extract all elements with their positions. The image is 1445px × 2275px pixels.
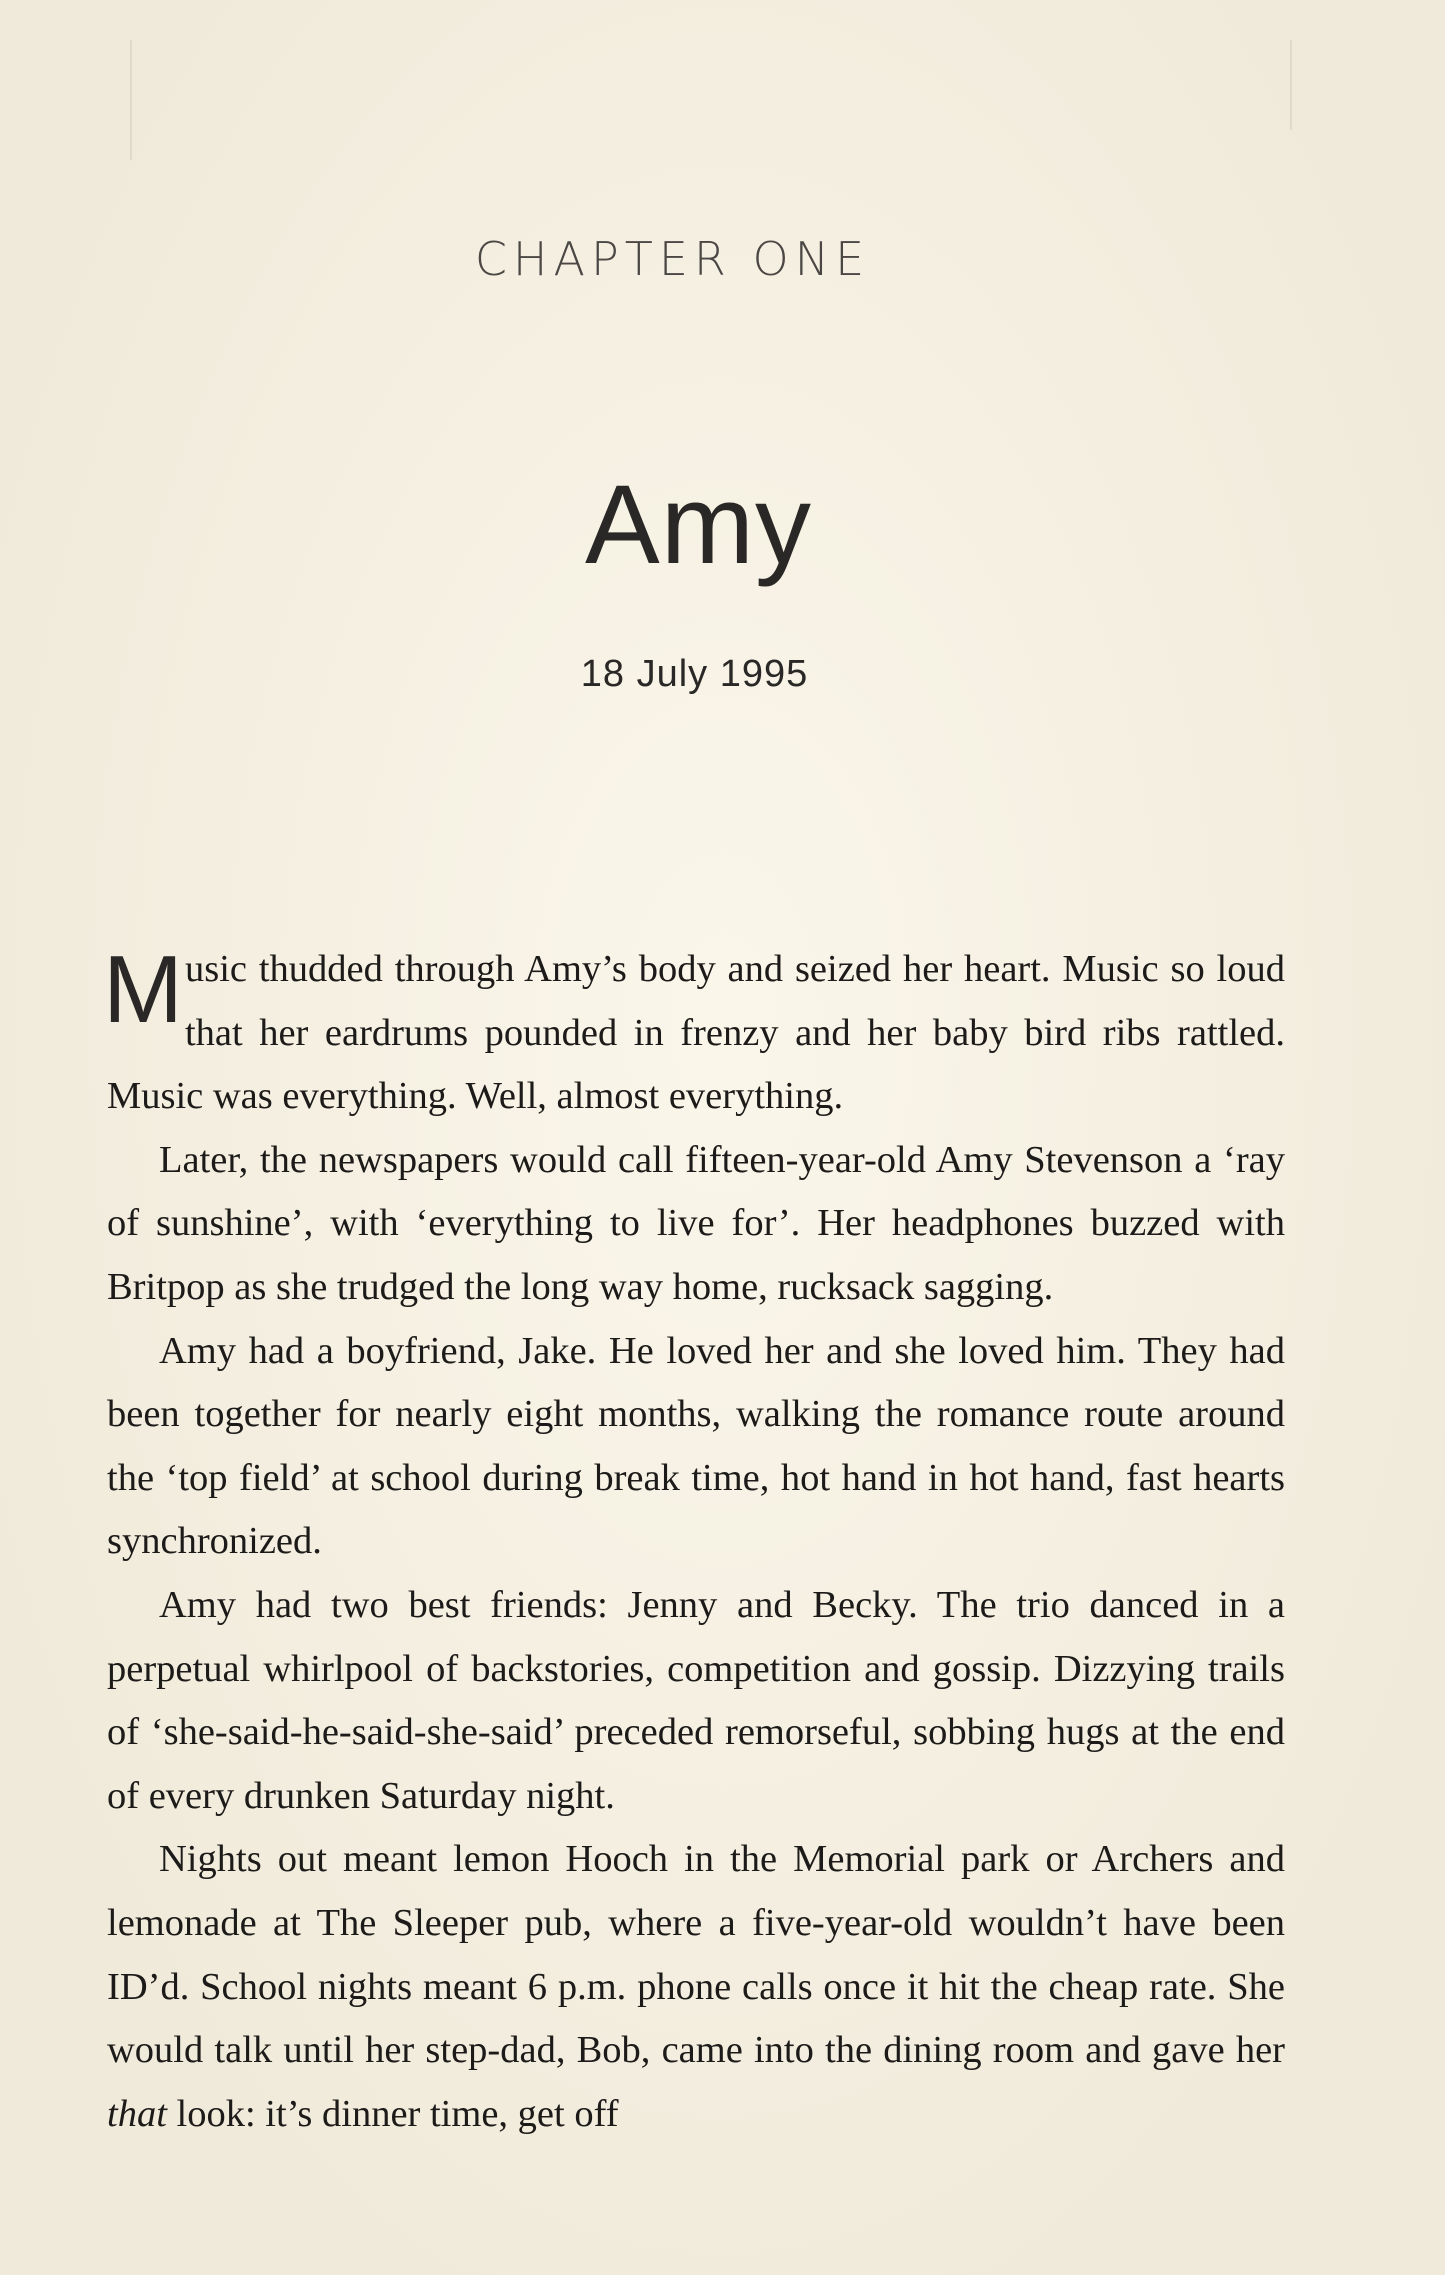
chapter-label: CHAPTER ONE: [474, 232, 871, 286]
paragraph-5-emphasis: that: [107, 2092, 167, 2135]
paragraph-1-text: usic thudded through Amy’s body and seized her heart. Music so loud that her eardrums pounded in frenzy and her baby bird ribs rattled. Music was everything. Well, almost everything.: [107, 948, 1285, 1118]
drop-cap: M: [103, 936, 181, 1043]
chapter-date: 18 July 1995: [580, 653, 809, 695]
scan-shadow-right: [1290, 40, 1292, 130]
body-text: [103, 936, 1285, 2146]
paragraph-5-text-start: Nights out meant lemon Hooch in the Memorial park or Archers and lemonade at The Sleeper pub, where a five-year-old wouldn’t have been ID’d. School nights meant 6 p.m. phone calls once it hit the cheap rate. She would talk until her step-dad, Bob, came into the dining room and gave her: [107, 1838, 1285, 2072]
paragraph-2: Later, the newspapers would call fifteen-year-old Amy Stevenson a ‘ray of sunshine’, with ‘everything to live for’. Her headphones buzzed with Britpop as she trudged the long way home, rucksack sagging.: [107, 1138, 1285, 1308]
paragraph-1: [103, 936, 1285, 1129]
paragraph-5-text-end: look: it’s dinner time, get off: [166, 2092, 619, 2135]
paragraph-4: Amy had two best friends: Jenny and Becky. The trio danced in a perpetual whirlpool of backstories, competition and gossip. Dizzying trails of ‘she-said-he-said-she-said’ preceded remorseful, sobbing hugs at the end of every drunken Saturday night.: [107, 1583, 1285, 1817]
paragraph-3: Amy had a boyfriend, Jake. He loved her and she loved him. They had been together for nearly eight months, walking the romance route around the ‘top field’ at school during break time, hot hand in hot hand, fast hearts synchronized.: [107, 1329, 1285, 1563]
scan-shadow-left: [130, 40, 132, 160]
chapter-title: Amy: [585, 462, 812, 587]
paragraph-5: [107, 1828, 1285, 2146]
